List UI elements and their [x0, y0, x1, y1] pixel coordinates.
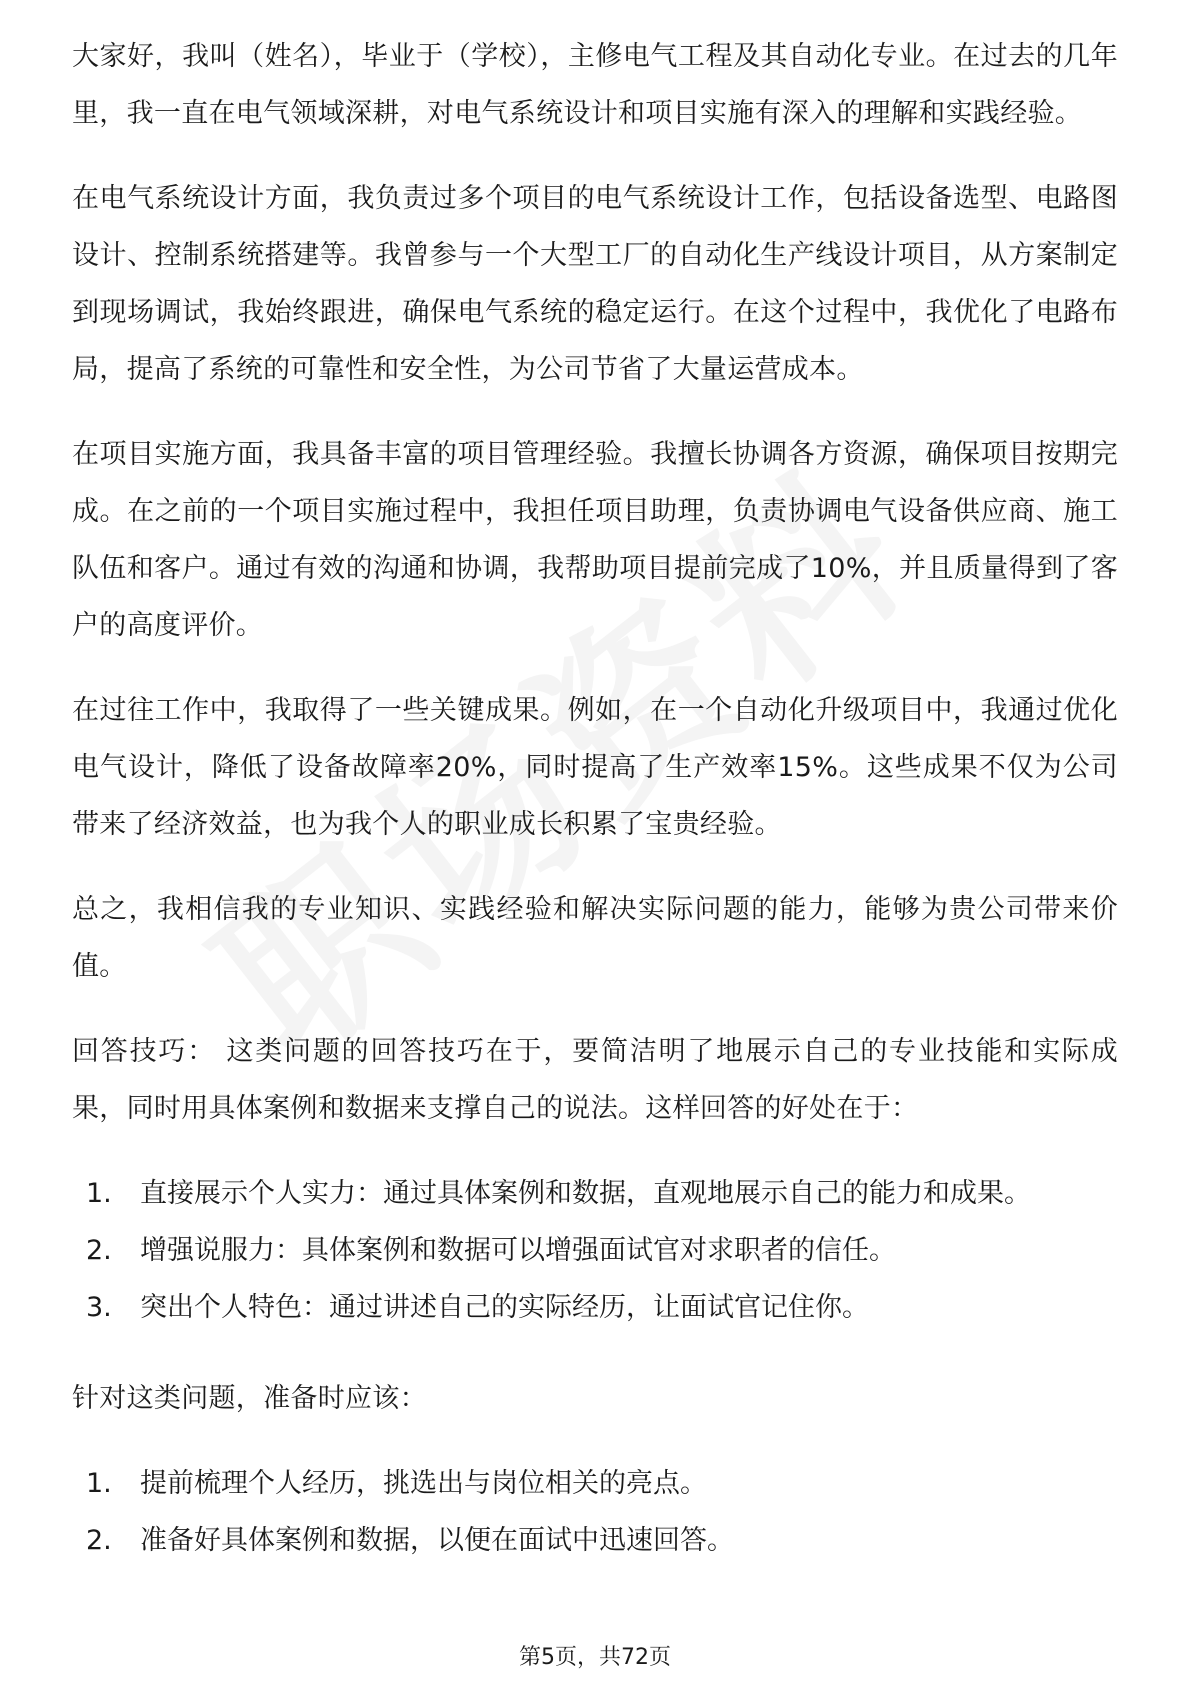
summary-paragraph: 总之，我相信我的专业知识、实践经验和解决实际问题的能力，能够为贵公司带来价值。 — [72, 894, 1118, 982]
intro-paragraph: 大家好，我叫（姓名），毕业于（学校），主修电气工程及其自动化专业。在过去的几年里，我一直在电气领域深耕，对电气系统设计和项目实施有深入的理解和实践经验。 — [72, 41, 1118, 129]
list-item — [86, 1455, 1118, 1512]
tips-paragraph: 回答技巧： 这类问题的回答技巧在于，要简洁明了地展示自己的专业技能和实际成果，同时用具体案例和数据来支撑自己的说法。这样回答的好处在于： — [72, 1036, 1118, 1124]
list-text: 准备好具体案例和数据，以便在面试中迅速回答。 — [140, 1525, 734, 1556]
list-item — [86, 1222, 1118, 1279]
list-number: 2. — [86, 1525, 112, 1556]
design-paragraph: 在电气系统设计方面，我负责过多个项目的电气系统设计工作，包括设备选型、电路图设计、控制系统搭建等。我曾参与一个大型工厂的自动化生产线设计项目，从方案制定到现场调试，我始终跟进，确保电气系统的稳定运行。在这个过程中，我优化了电路布局，提高了系统的可靠性和安全性，为公司节省了大量运营成本。 — [72, 183, 1118, 385]
list-number: 2. — [86, 1235, 112, 1266]
prep-list — [72, 1455, 1118, 1569]
prep-heading: 针对这类问题，准备时应该： — [72, 1383, 427, 1414]
benefits-list — [72, 1165, 1118, 1336]
list-text: 提前梳理个人经历，挑选出与岗位相关的亮点。 — [140, 1468, 707, 1499]
list-item — [86, 1165, 1118, 1222]
list-text: 增强说服力：具体案例和数据可以增强面试官对求职者的信任。 — [140, 1235, 896, 1266]
list-text: 直接展示个人实力：通过具体案例和数据，直观地展示自己的能力和成果。 — [140, 1178, 1031, 1209]
list-item — [86, 1279, 1118, 1336]
achievements-paragraph: 在过往工作中，我取得了一些关键成果。例如，在一个自动化升级项目中，我通过优化电气设计，降低了设备故障率20%，同时提高了生产效率15%。这些成果不仅为公司带来了经济效益，也为我个人的职业成长积累了宝贵经验。 — [72, 695, 1118, 840]
list-text: 突出个人特色：通过讲述自己的实际经历，让面试官记住你。 — [140, 1292, 869, 1323]
list-number: 1. — [86, 1468, 112, 1499]
list-number: 1. — [86, 1178, 112, 1209]
list-number: 3. — [86, 1292, 112, 1323]
document-body — [72, 20, 1118, 1603]
list-item — [86, 1512, 1118, 1569]
page-footer: 第5页，共72页 — [519, 1645, 671, 1670]
implementation-paragraph: 在项目实施方面，我具备丰富的项目管理经验。我擅长协调各方资源，确保项目按期完成。在之前的一个项目实施过程中，我担任项目助理，负责协调电气设备供应商、施工队伍和客户。通过有效的沟通和协调，我帮助项目提前完成了10%，并且质量得到了客户的高度评价。 — [72, 439, 1118, 641]
